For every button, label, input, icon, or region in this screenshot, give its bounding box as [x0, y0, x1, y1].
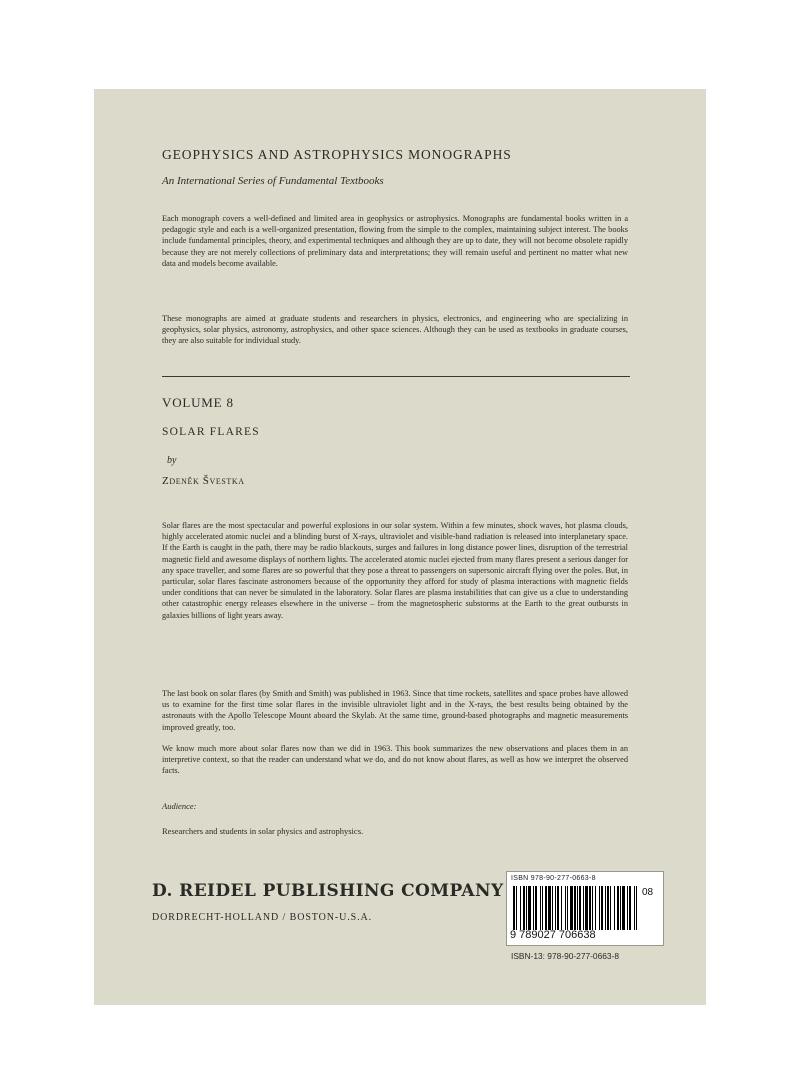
- audience-label: Audience:: [162, 801, 197, 811]
- volume-number: VOLUME 8: [162, 395, 234, 410]
- series-description-paragraph: Each monograph covers a well-defined and limited area in geophysics or astrophysics. Monographs are fundamental books written in a pedagogic style and each is a well-organized presentation, flowing from the simple to the complex, maintaining subject interest. The books include fundamental principles, theory, and experimental techniques and although they are up to date, they will not become obsolete rapidly because they are not merely collections of preliminary data and interpretations; they will remain useful and pertinent no matter what new data and models become available.: [162, 214, 628, 268]
- barcode-digits: 9 789027 706638: [510, 929, 596, 941]
- byline-label: by: [167, 455, 177, 466]
- series-subtitle: An International Series of Fundamental Textbooks: [162, 175, 384, 187]
- barcode-addon-code: 08: [642, 887, 654, 898]
- book-description-paragraph: The last book on solar flares (by Smith and Smith) was published in 1963. Since that time rockets, satellites and space probes have allowed us to examine for the first time solar flares in the invisible ultraviolet light and in the X-rays, the best results being obtained by the astronauts with the Apollo Telescope Mount aboard the Skylab. At the same time, ground-based photographs and magnetic measurements improved greatly, too.: [162, 689, 628, 732]
- book-description-paragraph: Solar flares are the most spectacular and powerful explosions in our solar system. Within a few minutes, shock waves, hot plasma clouds, highly accelerated atomic nuclei and a blinding burst of X-rays, ultraviolet and visible-band radiation is released into interplanetary space. If the Earth is caught in the path, there may be radio blackouts, surges and failures in long distance power lines, disruption of the terrestrial magnetic field and awesome displays of northern lights. The accelerated atomic nuclei ejected from many flares present a serious danger for any space traveller, and some flares are so powerful that they pose a threat to passengers on supersonic aircraft flying over the poles. But, in particular, solar flares fascinate astronomers because of the opportunity they afford for study of plasma interactions with magnetic fields under conditions that can never be simulated in the laboratory. Solar flares are plasma instabilities that can give us a clue to understanding other catastrophic energy releases elsewhere in the universe – from the magnetospheric substorms at the Earth to the great outbursts in galaxies billions of light years away.: [162, 521, 628, 620]
- barcode-isbn-text: ISBN 978-90-277-0663-8: [511, 875, 596, 882]
- series-audience-paragraph: These monographs are aimed at graduate students and researchers in physics, electronics, and engineering who are specializing in geophysics, solar physics, astronomy, astrophysics, and other space sciences. Although they can be used as textbooks in graduate courses, they are also suitable for individual study.: [162, 314, 628, 346]
- book-title: SOLAR FLARES: [162, 426, 260, 438]
- publisher-name: D. REIDEL PUBLISHING COMPANY: [152, 881, 504, 901]
- publisher-location: DORDRECHT-HOLLAND / BOSTON-U.S.A.: [152, 912, 372, 923]
- audience-text: Researchers and students in solar physics and astrophysics.: [162, 826, 364, 836]
- series-title: GEOPHYSICS AND ASTROPHYSICS MONOGRAPHS: [162, 147, 512, 162]
- isbn-barcode: [506, 871, 664, 946]
- barcode-bars: [513, 886, 637, 930]
- book-description-paragraph: We know much more about solar flares now than we did in 1963. This book summarizes the new observations and places them in an interpretive context, so that the reader can understand what we do, and do not know about flares, as well as how we interpret the observed facts.: [162, 744, 628, 776]
- book-back-cover: [94, 89, 706, 1005]
- section-divider: [162, 376, 630, 377]
- author-name: Zdeněk Švestka: [162, 475, 245, 487]
- isbn13-label: ISBN-13: 978-90-277-0663-8: [511, 951, 620, 961]
